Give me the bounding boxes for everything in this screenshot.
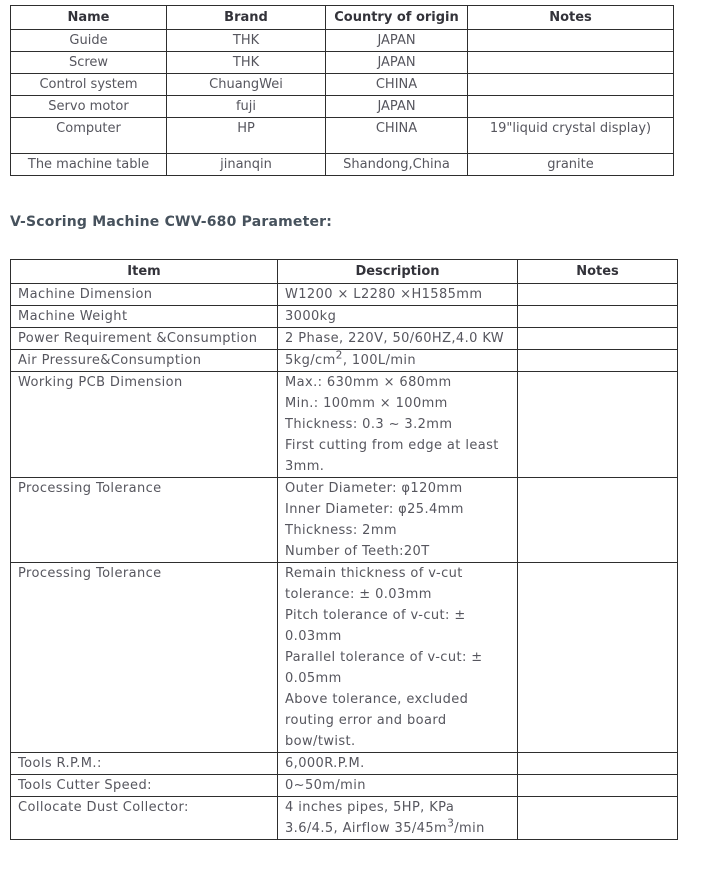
table-cell (278, 478, 518, 563)
table-cell: fuji (167, 96, 326, 118)
table-cell: Collocate Dust Collector: (11, 797, 278, 840)
table-cell: Machine Dimension (11, 284, 278, 306)
table-row (11, 118, 674, 154)
table-cell (278, 797, 518, 840)
table-row (11, 328, 678, 350)
table-cell: THK (167, 30, 326, 52)
table-cell (278, 350, 518, 372)
table-row (11, 478, 678, 563)
table-cell (518, 775, 678, 797)
table-row (11, 350, 678, 372)
table-cell (278, 753, 518, 775)
table-cell (468, 96, 674, 118)
table-cell: Shandong,China (326, 154, 468, 176)
table-row (11, 306, 678, 328)
table-row (11, 753, 678, 775)
table-cell (518, 328, 678, 350)
cell-line: First cutting from edge at least 3mm. (285, 438, 499, 474)
table-cell: The machine table (11, 154, 167, 176)
table-cell (518, 306, 678, 328)
table-cell: CHINA (326, 74, 468, 96)
column-header: Item (11, 260, 278, 284)
column-header: Country of origin (326, 6, 468, 30)
table-row (11, 154, 674, 176)
cell-line: Thickness: 2mm (285, 523, 397, 538)
table-row (11, 52, 674, 74)
header-row (11, 6, 674, 30)
table-row (11, 797, 678, 840)
table-cell (518, 372, 678, 478)
table-cell: Tools R.P.M.: (11, 753, 278, 775)
table-row (11, 96, 674, 118)
table-cell (278, 328, 518, 350)
table-cell: Working PCB Dimension (11, 372, 278, 478)
cell-line: Number of Teeth:20T (285, 544, 430, 559)
table-cell: Computer (11, 118, 167, 154)
table-cell: granite (468, 154, 674, 176)
parameters-table (10, 259, 678, 840)
cell-line: 2 Phase, 220V, 50/60HZ,4.0 KW (285, 331, 505, 346)
table-cell: Processing Tolerance (11, 478, 278, 563)
cell-line: Remain thickness of v-cut tolerance: ± 0.03mm (285, 566, 463, 602)
table-row (11, 284, 678, 306)
page-title: V-Scoring Machine CWV-680 Parameter: (10, 214, 333, 230)
cell-line: 6,000R.P.M. (285, 756, 365, 771)
table-cell: HP (167, 118, 326, 154)
table-cell: JAPAN (326, 96, 468, 118)
table-cell (518, 797, 678, 840)
cell-line: W1200 × L2280 ×H1585mm (285, 287, 483, 302)
header-row (11, 260, 678, 284)
table-cell (518, 350, 678, 372)
column-header: Notes (518, 260, 678, 284)
table-row (11, 372, 678, 478)
table-cell (278, 563, 518, 753)
cell-line: Above tolerance, excluded routing error and board bow/twist. (285, 692, 469, 749)
table-cell: Screw (11, 52, 167, 74)
table-cell (518, 478, 678, 563)
table-cell (468, 52, 674, 74)
cell-line: Outer Diameter: φ120mm (285, 481, 463, 496)
table-cell: THK (167, 52, 326, 74)
components-table (10, 5, 674, 176)
table-cell (518, 284, 678, 306)
table-cell: Control system (11, 74, 167, 96)
table-cell: Processing Tolerance (11, 563, 278, 753)
table-cell: Tools Cutter Speed: (11, 775, 278, 797)
table-cell: Guide (11, 30, 167, 52)
table-cell: JAPAN (326, 30, 468, 52)
table-cell: JAPAN (326, 52, 468, 74)
table-cell: Servo motor (11, 96, 167, 118)
table-cell: ChuangWei (167, 74, 326, 96)
cell-line: Inner Diameter: φ25.4mm (285, 502, 464, 517)
table-cell: 19"liquid crystal display) (468, 118, 674, 154)
table-cell (278, 284, 518, 306)
table-cell: jinanqin (167, 154, 326, 176)
column-header: Brand (167, 6, 326, 30)
table-cell (468, 74, 674, 96)
cell-line: Min.: 100mm × 100mm (285, 396, 448, 411)
cell-line: 3000kg (285, 309, 337, 324)
table-cell: Machine Weight (11, 306, 278, 328)
table-cell (278, 372, 518, 478)
cell-line: Thickness: 0.3 ~ 3.2mm (285, 417, 453, 432)
table-cell: Power Requirement &Consumption (11, 328, 278, 350)
cell-line: Max.: 630mm × 680mm (285, 375, 452, 390)
cell-line: Pitch tolerance of v-cut: ± 0.03mm (285, 608, 466, 644)
column-header: Name (11, 6, 167, 30)
table-row (11, 563, 678, 753)
table-cell: CHINA (326, 118, 468, 154)
table-cell (278, 775, 518, 797)
table-cell (278, 306, 518, 328)
column-header: Description (278, 260, 518, 284)
cell-line: 0~50m/min (285, 778, 366, 793)
cell-line: Parallel tolerance of v-cut: ± 0.05mm (285, 650, 483, 686)
table-row (11, 74, 674, 96)
column-header: Notes (468, 6, 674, 30)
table-row (11, 775, 678, 797)
table-cell (518, 563, 678, 753)
table-cell (518, 753, 678, 775)
table-row (11, 30, 674, 52)
cell-line: $5kg/cm^2$, 100L/min (285, 349, 417, 368)
table-cell (468, 30, 674, 52)
table-cell: Air Pressure&Consumption (11, 350, 278, 372)
cell-line: 4 inches pipes, 5HP, KPa 3.6/4.5, Airflow $35/45m^3/\min$ (285, 800, 485, 836)
